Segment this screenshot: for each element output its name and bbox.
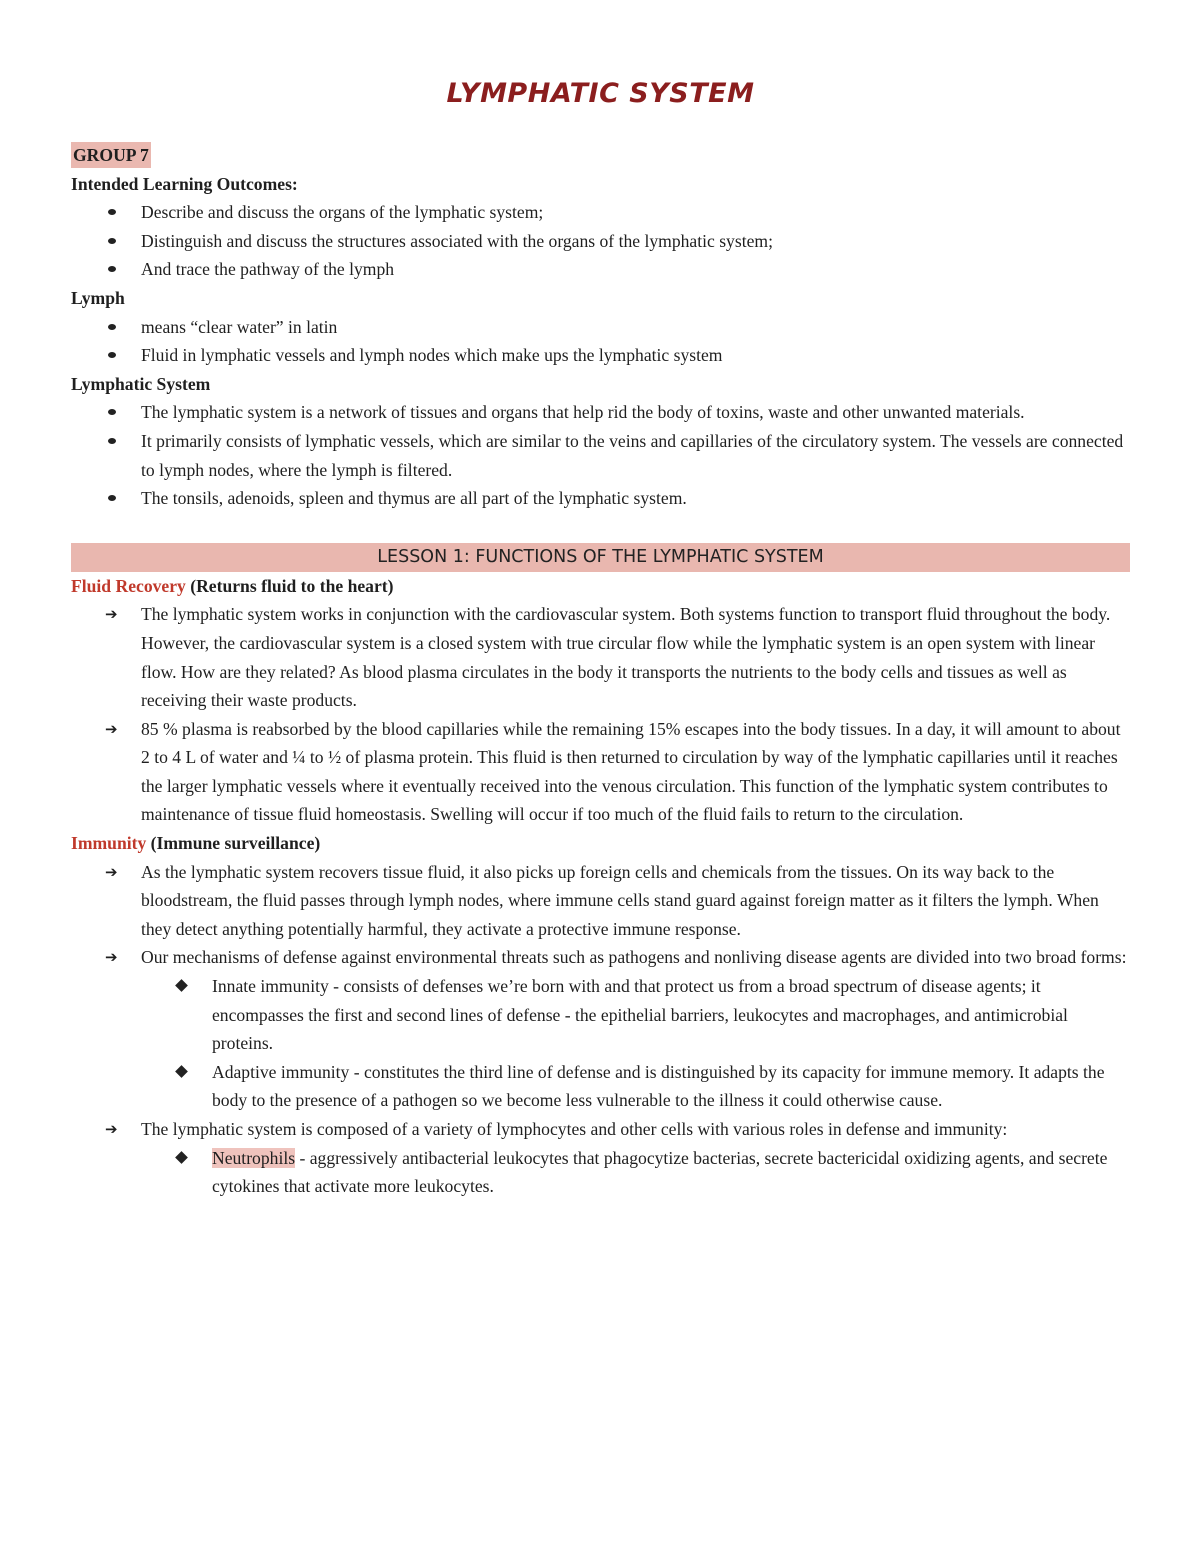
list-item-text: Adaptive immunity - constitutes the third line of defense and is distinguished by its capacity for immune memory. It adapts the body to the presence of a pathogen so we become less vulnerable to the illness it could otherwise cause. bbox=[212, 1061, 1105, 1111]
lymph-heading: Lymph bbox=[71, 287, 125, 308]
list-item bbox=[105, 715, 1130, 829]
immunity-forms-list bbox=[141, 972, 1130, 1115]
list-item: Fluid in lymphatic vessels and lymph nodes which make ups the lymphatic system bbox=[141, 341, 1130, 370]
list-item: And trace the pathway of the lymph bbox=[141, 255, 1130, 284]
immunity-list bbox=[71, 858, 1130, 1201]
page-title: LYMPHATIC SYSTEM bbox=[446, 78, 755, 109]
immunity-note: (Immune surveillance) bbox=[146, 833, 321, 854]
fluid-recovery-list bbox=[71, 600, 1130, 829]
arrow-bullet-icon: ➔ bbox=[105, 862, 118, 881]
list-item bbox=[212, 1058, 1130, 1115]
arrow-bullet-icon: ➔ bbox=[105, 948, 118, 967]
lymphatic-system-heading: Lymphatic System bbox=[71, 373, 211, 394]
list-item: Describe and discuss the organs of the lymphatic system; bbox=[141, 198, 1130, 227]
arrow-bullet-icon: ➔ bbox=[105, 1120, 118, 1138]
group-label-line bbox=[71, 141, 1130, 170]
list-item-text: The lymphatic system is composed of a variety of lymphocytes and other cells with various roles in defense and immunity: bbox=[141, 1119, 1008, 1139]
list-item: means “clear water” in latin bbox=[141, 313, 1130, 342]
lesson-1-heading: LESSON 1: FUNCTIONS OF THE LYMPHATIC SYSTEM bbox=[71, 543, 1130, 572]
diamond-bullet-icon bbox=[175, 979, 188, 992]
group-label: GROUP 7 bbox=[71, 142, 151, 168]
list-item bbox=[212, 1144, 1130, 1201]
list-item: The tonsils, adenoids, spleen and thymus are all part of the lymphatic system. bbox=[141, 484, 1130, 513]
list-item-text: Innate immunity - consists of defenses we’re born with and that protect us from a broad spectrum of disease agents; it encompasses the first and second lines of defense - the epithelial barriers, leukocytes and macrophages, and antimicrobial proteins. bbox=[212, 976, 1068, 1054]
fluid-recovery-heading bbox=[71, 572, 1130, 601]
neutrophils-description: - aggressively antibacterial leukocytes that phagocytize bacterias, secrete bactericidal oxidizing agents, and secrete cytokines that activate more leukocytes. bbox=[212, 1147, 1108, 1197]
list-item bbox=[105, 600, 1130, 714]
lymph-list bbox=[71, 313, 1130, 370]
list-item-text: As the lymphatic system recovers tissue fluid, it also picks up foreign cells and chemicals from the tissues. On its way back to the bloodstream, the fluid passes through lymph nodes, where immune cells stand guard against foreign matter as it filters the lymph. When they detect anything potentially harmful, they activate a protective immune response. bbox=[141, 861, 1099, 939]
immunity-heading bbox=[71, 829, 1130, 858]
diamond-bullet-icon bbox=[175, 1065, 188, 1078]
cells-list bbox=[141, 1144, 1130, 1201]
list-item-text: 85 % plasma is reabsorbed by the blood capillaries while the remaining 15% escapes into the body tissues. In a day, it will amount to about 2 to 4 L of water and ¼ to ½ of plasma protein. This fluid is then returned to circulation by way of the lymphatic capillaries until it reaches the larger lymphatic vessels where it eventually received into the venous circulation. This function of the lymphatic system contributes to maintenance of tissue fluid homeostasis. Swelling will occur if too much of the fluid fails to return to the circulation. bbox=[141, 718, 1121, 825]
list-item-text: Our mechanisms of defense against environmental threats such as pathogens and nonliving disease agents are divided into two broad forms: bbox=[141, 947, 1127, 968]
ilo-list bbox=[71, 198, 1130, 284]
list-item: It primarily consists of lymphatic vessels, which are similar to the veins and capillaries of the circulatory system. The vessels are connected to lymph nodes, where the lymph is filtered. bbox=[141, 427, 1130, 484]
list-item: The lymphatic system is a network of tissues and organs that help rid the body of toxins, waste and other unwanted materials. bbox=[141, 398, 1130, 427]
diamond-bullet-icon bbox=[175, 1151, 188, 1164]
arrow-bullet-icon: ➔ bbox=[105, 605, 118, 624]
neutrophils-term: Neutrophils bbox=[212, 1147, 296, 1168]
list-item-text: The lymphatic system works in conjunction with the cardiovascular system. Both systems function to transport fluid throughout the body. However, the cardiovascular system is a closed system with true circular flow while the lymphatic system is an open system with linear flow. How are they related? As blood plasma circulates in the body it transports the nutrients to the body cells and tissues as well as receiving their waste products. bbox=[141, 604, 1111, 711]
immunity-label: Immunity bbox=[71, 833, 147, 854]
list-item bbox=[105, 1115, 1130, 1201]
ilo-heading: Intended Learning Outcomes: bbox=[71, 173, 298, 194]
arrow-bullet-icon: ➔ bbox=[105, 719, 118, 738]
list-item bbox=[105, 858, 1130, 944]
fluid-recovery-label: Fluid Recovery bbox=[71, 575, 186, 596]
lymphatic-system-list bbox=[71, 398, 1130, 512]
fluid-recovery-note: (Returns fluid to the heart) bbox=[185, 575, 394, 596]
list-item: Distinguish and discuss the structures associated with the organs of the lymphatic system; bbox=[141, 227, 1130, 256]
list-item bbox=[105, 943, 1130, 1115]
list-item bbox=[212, 972, 1130, 1058]
